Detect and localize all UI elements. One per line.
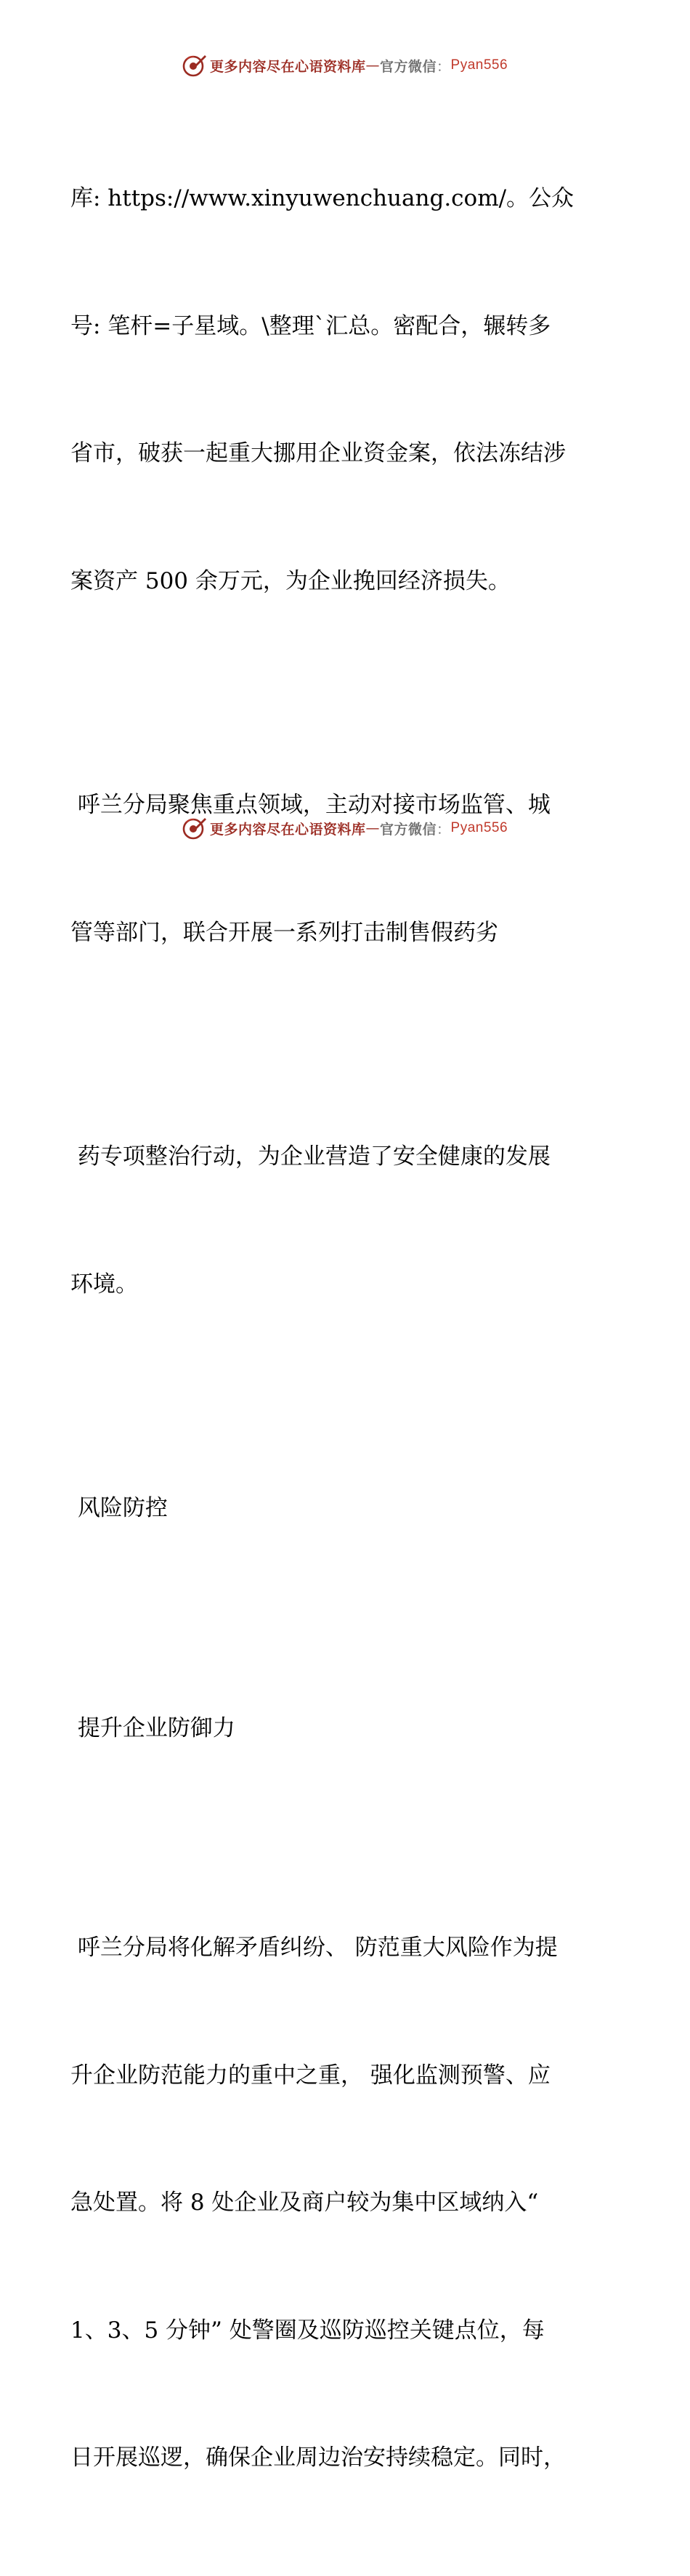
document-body bbox=[70, 92, 622, 2576]
paragraph-2 bbox=[70, 699, 622, 1039]
quill-seal-logo-icon bbox=[182, 816, 207, 841]
text-line: 号: 笔杆=子星域。\整理`汇总。密配合，辗转多 bbox=[70, 312, 551, 339]
banner-dash: — bbox=[365, 57, 380, 73]
text-line: 升企业防范能力的重中之重， 强化监测预警、应 bbox=[70, 2062, 551, 2089]
banner-sub-text: 官方微信 bbox=[379, 58, 437, 75]
text-line: 呼兰分局将化解矛盾纠纷、 防范重大风险作为提 bbox=[70, 1935, 558, 1961]
section-heading-risk-control bbox=[70, 1402, 622, 1615]
text-line: 库: https://www.xinyuwenchuang.com/。公众 bbox=[70, 185, 575, 211]
banner-colon: ： bbox=[437, 58, 451, 75]
text-line: 呼兰分局聚焦重点领域，主动对接市场监管、城 bbox=[70, 792, 551, 818]
text-line: 药专项整治行动，为企业营造了安全健康的发展 bbox=[70, 1143, 551, 1170]
header-watermark-banner bbox=[0, 52, 690, 78]
paragraph-3 bbox=[70, 1050, 622, 1390]
footer-watermark-banner bbox=[0, 815, 690, 841]
banner-wechat-id: Pyan556 bbox=[450, 57, 508, 73]
heading-line: 风险防控 bbox=[70, 1495, 168, 1521]
text-line: 环境。 bbox=[70, 1271, 138, 1297]
banner-main-text: 更多内容尽在心语资料库 bbox=[209, 821, 366, 838]
heading-line: 提升企业防御力 bbox=[70, 1714, 235, 1741]
text-line: 管等部门，联合开展一系列打击制售假药劣 bbox=[70, 919, 498, 946]
text-line: 案资产 500 余万元，为企业挽回经济损失。 bbox=[70, 567, 511, 594]
text-line: 急处置。将 8 处企业及商户较为集中区域纳入“ bbox=[70, 2190, 539, 2216]
banner-colon: ： bbox=[437, 821, 451, 838]
text-line: 1、3、5 分钟” 处警圈及巡防巡控关键点位，每 bbox=[70, 2317, 545, 2344]
banner-wechat-id: Pyan556 bbox=[450, 820, 508, 835]
text-line: 省市，破获一起重大挪用企业资金案，依法冻结涉 bbox=[70, 440, 566, 466]
banner-main-text: 更多内容尽在心语资料库 bbox=[209, 58, 366, 75]
paragraph-1 bbox=[70, 92, 622, 687]
section-subheading-defense bbox=[70, 1622, 622, 1835]
quill-seal-logo-icon bbox=[182, 53, 207, 78]
text-line: 日开展巡逻，确保企业周边治安持续稳定。同时， bbox=[70, 2445, 566, 2471]
banner-dash: — bbox=[365, 820, 380, 836]
banner-sub-text: 官方微信 bbox=[379, 821, 437, 838]
paragraph-6 bbox=[70, 1842, 622, 2564]
